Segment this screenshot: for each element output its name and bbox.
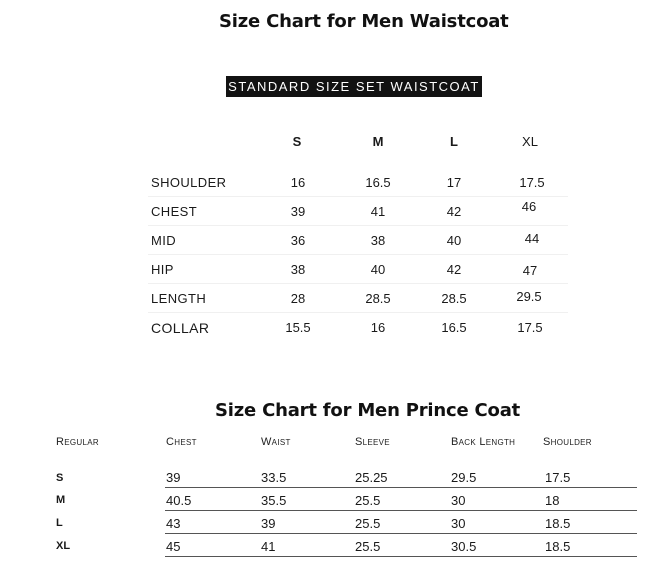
standard-size-banner: STANDARD SIZE SET WAISTCOAT (226, 76, 482, 97)
table-cell: 35.5 (261, 493, 287, 508)
table-cell: 16 (290, 175, 306, 190)
table-cell: 16.5 (365, 175, 391, 190)
column-header-waist: Waist (261, 436, 291, 448)
column-header-back-length: Back Length (451, 436, 516, 448)
row-divider (165, 556, 637, 557)
table-cell: 43 (166, 516, 181, 531)
table-cell: 47 (522, 263, 538, 278)
table-cell: 18.5 (545, 539, 571, 554)
table-cell: 28 (290, 291, 306, 306)
table-cell: 25.5 (355, 539, 381, 554)
row-divider (165, 487, 637, 488)
table-cell: 30.5 (451, 539, 477, 554)
size-label-m: M (56, 494, 66, 506)
table-cell: 40 (446, 233, 462, 248)
table-cell: 38 (370, 233, 386, 248)
table-cell: 40 (370, 262, 386, 277)
column-header-chest: Chest (166, 436, 197, 448)
column-header-sleeve: Sleeve (355, 436, 390, 448)
table-row (148, 262, 568, 291)
row-label-length: LENGTH (151, 291, 207, 306)
table-row (148, 233, 568, 262)
size-header-m: M (372, 134, 384, 149)
table-cell: 33.5 (261, 470, 287, 485)
row-label-chest: CHEST (151, 204, 198, 219)
table-cell: 17.5 (517, 320, 543, 335)
table-cell: 44 (524, 231, 540, 246)
row-divider (165, 510, 637, 511)
table-cell: 25.5 (355, 516, 381, 531)
table-cell: 30 (451, 493, 466, 508)
table-cell: 41 (261, 539, 276, 554)
table-cell: 39 (290, 204, 306, 219)
table-cell: 18.5 (545, 516, 571, 531)
row-label-mid: MID (151, 233, 177, 248)
table-cell: 16 (370, 320, 386, 335)
table-cell: 28.5 (365, 291, 391, 306)
table-cell: 39 (166, 470, 181, 485)
table-cell: 42 (446, 262, 462, 277)
row-divider (148, 225, 568, 226)
table-cell: 46 (521, 199, 537, 214)
table-row (148, 320, 568, 349)
table-cell: 36 (290, 233, 306, 248)
table-row (148, 199, 568, 233)
size-label-s: S (56, 472, 64, 484)
table-cell: 15.5 (285, 320, 311, 335)
table-cell: 17.5 (519, 175, 545, 190)
row-divider (148, 312, 568, 313)
size-header-s: S (292, 134, 302, 149)
table-row (148, 291, 568, 320)
table-cell: 41 (370, 204, 386, 219)
table-cell: 38 (290, 262, 306, 277)
table-cell: 28.5 (441, 291, 467, 306)
table-cell: 40.5 (166, 493, 192, 508)
table-cell: 29.5 (516, 289, 542, 304)
size-label-l: L (56, 517, 63, 529)
row-label-shoulder: SHOULDER (151, 175, 227, 190)
table-cell: 39 (261, 516, 276, 531)
size-header-l: L (450, 134, 458, 149)
table-cell: 29.5 (451, 470, 477, 485)
size-label-xl: XL (56, 540, 71, 552)
table-cell: 45 (166, 539, 181, 554)
row-divider (148, 283, 568, 284)
table-cell: 25.25 (355, 470, 388, 485)
column-header-regular: Regular (56, 436, 99, 448)
row-divider (165, 533, 637, 534)
table-cell: 30 (451, 516, 466, 531)
table-cell: 17 (446, 175, 462, 190)
table-cell: 16.5 (441, 320, 467, 335)
row-divider (148, 254, 568, 255)
row-divider (148, 196, 568, 197)
table-cell: 17.5 (545, 470, 571, 485)
table-cell: 25.5 (355, 493, 381, 508)
table-cell: 42 (446, 204, 462, 219)
row-label-collar: COLLAR (151, 320, 210, 336)
size-header-xl: XL (522, 134, 538, 149)
row-label-hip: HIP (151, 262, 174, 277)
table-cell: 18 (545, 493, 560, 508)
waistcoat-title: Size Chart for Men Waistcoat (219, 11, 509, 32)
prince-coat-title: Size Chart for Men Prince Coat (215, 400, 521, 421)
column-header-shoulder: Shoulder (543, 436, 592, 448)
